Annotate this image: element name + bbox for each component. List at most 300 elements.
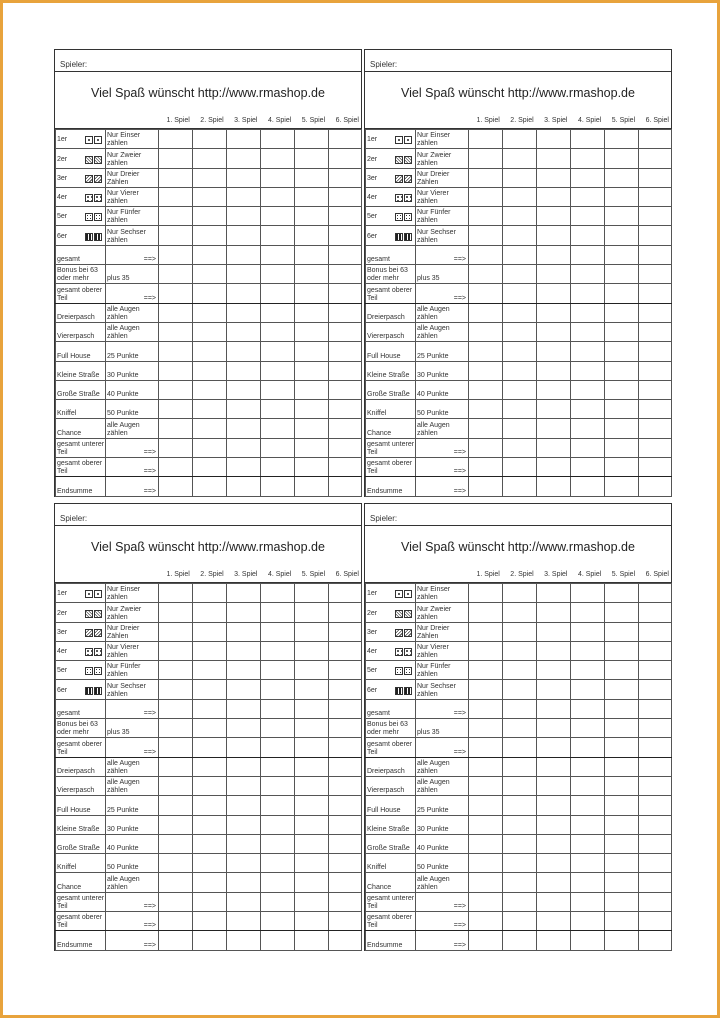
score-cell[interactable]: [469, 226, 503, 245]
score-cell[interactable]: [193, 400, 227, 419]
score-cell[interactable]: [227, 892, 261, 911]
score-cell[interactable]: [605, 380, 639, 399]
score-cell[interactable]: [571, 641, 605, 660]
score-cell[interactable]: [571, 284, 605, 303]
score-cell[interactable]: [193, 661, 227, 680]
score-cell[interactable]: [503, 641, 537, 660]
score-cell[interactable]: [571, 226, 605, 245]
score-cell[interactable]: [469, 207, 503, 226]
score-cell[interactable]: [605, 303, 639, 322]
score-cell[interactable]: [193, 603, 227, 622]
score-cell[interactable]: [639, 796, 672, 815]
score-cell[interactable]: [159, 584, 193, 603]
score-cell[interactable]: [261, 719, 295, 738]
score-cell[interactable]: [295, 284, 329, 303]
score-cell[interactable]: [329, 400, 362, 419]
score-cell[interactable]: [193, 796, 227, 815]
score-cell[interactable]: [159, 419, 193, 438]
score-cell[interactable]: [639, 931, 672, 950]
score-cell[interactable]: [193, 226, 227, 245]
score-cell[interactable]: [469, 361, 503, 380]
score-cell[interactable]: [537, 438, 571, 457]
score-cell[interactable]: [537, 130, 571, 149]
score-cell[interactable]: [193, 641, 227, 660]
score-cell[interactable]: [571, 699, 605, 718]
score-cell[interactable]: [503, 719, 537, 738]
score-cell[interactable]: [503, 931, 537, 950]
score-cell[interactable]: [329, 622, 362, 641]
score-cell[interactable]: [295, 361, 329, 380]
score-cell[interactable]: [227, 265, 261, 284]
score-cell[interactable]: [537, 226, 571, 245]
score-cell[interactable]: [227, 641, 261, 660]
score-cell[interactable]: [329, 834, 362, 853]
score-cell[interactable]: [571, 796, 605, 815]
score-cell[interactable]: [571, 322, 605, 341]
score-cell[interactable]: [639, 719, 672, 738]
score-cell[interactable]: [503, 912, 537, 931]
score-cell[interactable]: [261, 584, 295, 603]
score-cell[interactable]: [159, 892, 193, 911]
score-cell[interactable]: [159, 322, 193, 341]
score-cell[interactable]: [193, 284, 227, 303]
score-cell[interactable]: [639, 380, 672, 399]
score-cell[interactable]: [295, 400, 329, 419]
score-cell[interactable]: [159, 265, 193, 284]
score-cell[interactable]: [329, 603, 362, 622]
score-cell[interactable]: [605, 796, 639, 815]
score-cell[interactable]: [193, 854, 227, 873]
score-cell[interactable]: [639, 477, 672, 496]
score-cell[interactable]: [227, 477, 261, 496]
score-cell[interactable]: [329, 873, 362, 892]
score-cell[interactable]: [469, 380, 503, 399]
score-cell[interactable]: [193, 892, 227, 911]
score-cell[interactable]: [503, 149, 537, 168]
score-cell[interactable]: [639, 226, 672, 245]
score-cell[interactable]: [605, 622, 639, 641]
score-cell[interactable]: [605, 284, 639, 303]
score-cell[interactable]: [295, 584, 329, 603]
score-cell[interactable]: [503, 873, 537, 892]
score-cell[interactable]: [193, 584, 227, 603]
score-cell[interactable]: [261, 187, 295, 206]
score-cell[interactable]: [227, 873, 261, 892]
score-cell[interactable]: [295, 226, 329, 245]
score-cell[interactable]: [605, 458, 639, 477]
score-cell[interactable]: [605, 226, 639, 245]
score-cell[interactable]: [469, 622, 503, 641]
score-cell[interactable]: [329, 245, 362, 264]
score-cell[interactable]: [295, 776, 329, 795]
score-cell[interactable]: [571, 168, 605, 187]
score-cell[interactable]: [537, 622, 571, 641]
score-cell[interactable]: [571, 438, 605, 457]
score-cell[interactable]: [537, 458, 571, 477]
score-cell[interactable]: [261, 419, 295, 438]
score-cell[interactable]: [227, 458, 261, 477]
score-cell[interactable]: [193, 207, 227, 226]
score-cell[interactable]: [159, 245, 193, 264]
score-cell[interactable]: [503, 796, 537, 815]
score-cell[interactable]: [295, 873, 329, 892]
score-cell[interactable]: [159, 757, 193, 776]
score-cell[interactable]: [227, 207, 261, 226]
score-cell[interactable]: [329, 130, 362, 149]
score-cell[interactable]: [193, 322, 227, 341]
score-cell[interactable]: [261, 458, 295, 477]
score-cell[interactable]: [469, 168, 503, 187]
score-cell[interactable]: [537, 719, 571, 738]
score-cell[interactable]: [605, 477, 639, 496]
score-cell[interactable]: [295, 342, 329, 361]
score-cell[interactable]: [295, 892, 329, 911]
score-cell[interactable]: [639, 265, 672, 284]
score-cell[interactable]: [469, 776, 503, 795]
score-cell[interactable]: [571, 873, 605, 892]
score-cell[interactable]: [605, 680, 639, 699]
score-cell[interactable]: [159, 400, 193, 419]
score-cell[interactable]: [469, 400, 503, 419]
score-cell[interactable]: [639, 873, 672, 892]
score-cell[interactable]: [537, 187, 571, 206]
score-cell[interactable]: [605, 776, 639, 795]
score-cell[interactable]: [193, 380, 227, 399]
score-cell[interactable]: [503, 458, 537, 477]
score-cell[interactable]: [537, 834, 571, 853]
score-cell[interactable]: [571, 265, 605, 284]
score-cell[interactable]: [329, 641, 362, 660]
score-cell[interactable]: [537, 680, 571, 699]
score-cell[interactable]: [295, 796, 329, 815]
score-cell[interactable]: [503, 661, 537, 680]
score-cell[interactable]: [261, 361, 295, 380]
score-cell[interactable]: [159, 931, 193, 950]
score-cell[interactable]: [503, 419, 537, 438]
score-cell[interactable]: [605, 265, 639, 284]
score-cell[interactable]: [469, 149, 503, 168]
score-cell[interactable]: [261, 149, 295, 168]
score-cell[interactable]: [605, 661, 639, 680]
score-cell[interactable]: [605, 912, 639, 931]
score-cell[interactable]: [537, 245, 571, 264]
score-cell[interactable]: [159, 226, 193, 245]
score-cell[interactable]: [227, 187, 261, 206]
score-cell[interactable]: [193, 361, 227, 380]
score-cell[interactable]: [329, 303, 362, 322]
score-cell[interactable]: [537, 699, 571, 718]
score-cell[interactable]: [261, 342, 295, 361]
score-cell[interactable]: [227, 342, 261, 361]
score-cell[interactable]: [329, 342, 362, 361]
score-cell[interactable]: [571, 361, 605, 380]
score-cell[interactable]: [639, 641, 672, 660]
score-cell[interactable]: [469, 584, 503, 603]
score-cell[interactable]: [329, 458, 362, 477]
score-cell[interactable]: [639, 130, 672, 149]
score-cell[interactable]: [537, 477, 571, 496]
score-cell[interactable]: [469, 342, 503, 361]
score-cell[interactable]: [571, 207, 605, 226]
score-cell[interactable]: [329, 284, 362, 303]
score-cell[interactable]: [261, 776, 295, 795]
score-cell[interactable]: [639, 757, 672, 776]
score-cell[interactable]: [639, 892, 672, 911]
score-cell[interactable]: [329, 168, 362, 187]
score-cell[interactable]: [571, 738, 605, 757]
score-cell[interactable]: [261, 622, 295, 641]
score-cell[interactable]: [227, 303, 261, 322]
score-cell[interactable]: [227, 680, 261, 699]
score-cell[interactable]: [227, 622, 261, 641]
score-cell[interactable]: [193, 912, 227, 931]
score-cell[interactable]: [295, 661, 329, 680]
score-cell[interactable]: [261, 641, 295, 660]
score-cell[interactable]: [639, 738, 672, 757]
score-cell[interactable]: [261, 931, 295, 950]
score-cell[interactable]: [193, 458, 227, 477]
score-cell[interactable]: [159, 622, 193, 641]
score-cell[interactable]: [329, 912, 362, 931]
score-cell[interactable]: [193, 834, 227, 853]
score-cell[interactable]: [571, 912, 605, 931]
score-cell[interactable]: [329, 757, 362, 776]
score-cell[interactable]: [639, 680, 672, 699]
score-cell[interactable]: [605, 361, 639, 380]
score-cell[interactable]: [193, 873, 227, 892]
score-cell[interactable]: [329, 738, 362, 757]
score-cell[interactable]: [227, 584, 261, 603]
score-cell[interactable]: [261, 284, 295, 303]
score-cell[interactable]: [227, 854, 261, 873]
score-cell[interactable]: [193, 719, 227, 738]
score-cell[interactable]: [605, 641, 639, 660]
score-cell[interactable]: [571, 303, 605, 322]
score-cell[interactable]: [159, 130, 193, 149]
score-cell[interactable]: [605, 892, 639, 911]
score-cell[interactable]: [469, 419, 503, 438]
score-cell[interactable]: [295, 757, 329, 776]
score-cell[interactable]: [227, 438, 261, 457]
score-cell[interactable]: [537, 361, 571, 380]
score-cell[interactable]: [469, 322, 503, 341]
score-cell[interactable]: [571, 477, 605, 496]
score-cell[interactable]: [639, 854, 672, 873]
score-cell[interactable]: [571, 603, 605, 622]
score-cell[interactable]: [159, 458, 193, 477]
score-cell[interactable]: [159, 680, 193, 699]
score-cell[interactable]: [571, 892, 605, 911]
score-cell[interactable]: [469, 719, 503, 738]
score-cell[interactable]: [329, 207, 362, 226]
score-cell[interactable]: [469, 130, 503, 149]
score-cell[interactable]: [571, 342, 605, 361]
score-cell[interactable]: [537, 873, 571, 892]
score-cell[interactable]: [261, 380, 295, 399]
score-cell[interactable]: [571, 419, 605, 438]
score-cell[interactable]: [295, 438, 329, 457]
score-cell[interactable]: [605, 207, 639, 226]
score-cell[interactable]: [503, 265, 537, 284]
score-cell[interactable]: [639, 303, 672, 322]
score-cell[interactable]: [537, 603, 571, 622]
score-cell[interactable]: [193, 245, 227, 264]
score-cell[interactable]: [159, 854, 193, 873]
score-cell[interactable]: [329, 584, 362, 603]
score-cell[interactable]: [261, 854, 295, 873]
score-cell[interactable]: [571, 130, 605, 149]
score-cell[interactable]: [469, 661, 503, 680]
score-cell[interactable]: [605, 854, 639, 873]
score-cell[interactable]: [503, 284, 537, 303]
score-cell[interactable]: [639, 284, 672, 303]
score-cell[interactable]: [537, 738, 571, 757]
score-cell[interactable]: [537, 149, 571, 168]
score-cell[interactable]: [537, 796, 571, 815]
score-cell[interactable]: [639, 912, 672, 931]
score-cell[interactable]: [469, 815, 503, 834]
score-cell[interactable]: [159, 776, 193, 795]
score-cell[interactable]: [537, 400, 571, 419]
score-cell[interactable]: [537, 892, 571, 911]
score-cell[interactable]: [295, 265, 329, 284]
score-cell[interactable]: [329, 477, 362, 496]
score-cell[interactable]: [469, 187, 503, 206]
score-cell[interactable]: [469, 892, 503, 911]
score-cell[interactable]: [639, 322, 672, 341]
score-cell[interactable]: [605, 873, 639, 892]
score-cell[interactable]: [261, 757, 295, 776]
score-cell[interactable]: [261, 892, 295, 911]
score-cell[interactable]: [537, 584, 571, 603]
score-cell[interactable]: [503, 438, 537, 457]
score-cell[interactable]: [227, 168, 261, 187]
score-cell[interactable]: [295, 130, 329, 149]
score-cell[interactable]: [329, 226, 362, 245]
score-cell[interactable]: [159, 603, 193, 622]
score-cell[interactable]: [571, 680, 605, 699]
score-cell[interactable]: [227, 322, 261, 341]
score-cell[interactable]: [639, 168, 672, 187]
score-cell[interactable]: [605, 149, 639, 168]
score-cell[interactable]: [469, 303, 503, 322]
score-cell[interactable]: [329, 680, 362, 699]
score-cell[interactable]: [571, 400, 605, 419]
score-cell[interactable]: [537, 322, 571, 341]
score-cell[interactable]: [261, 322, 295, 341]
score-cell[interactable]: [571, 815, 605, 834]
score-cell[interactable]: [261, 680, 295, 699]
score-cell[interactable]: [639, 207, 672, 226]
score-cell[interactable]: [295, 168, 329, 187]
score-cell[interactable]: [329, 361, 362, 380]
score-cell[interactable]: [261, 477, 295, 496]
score-cell[interactable]: [261, 265, 295, 284]
score-cell[interactable]: [639, 458, 672, 477]
score-cell[interactable]: [503, 738, 537, 757]
score-cell[interactable]: [605, 719, 639, 738]
score-cell[interactable]: [193, 699, 227, 718]
score-cell[interactable]: [295, 380, 329, 399]
score-cell[interactable]: [571, 661, 605, 680]
score-cell[interactable]: [227, 130, 261, 149]
score-cell[interactable]: [227, 149, 261, 168]
score-cell[interactable]: [329, 815, 362, 834]
score-cell[interactable]: [193, 931, 227, 950]
score-cell[interactable]: [227, 815, 261, 834]
score-cell[interactable]: [605, 834, 639, 853]
score-cell[interactable]: [503, 303, 537, 322]
score-cell[interactable]: [469, 477, 503, 496]
score-cell[interactable]: [639, 361, 672, 380]
score-cell[interactable]: [639, 438, 672, 457]
score-cell[interactable]: [227, 738, 261, 757]
score-cell[interactable]: [227, 245, 261, 264]
score-cell[interactable]: [329, 265, 362, 284]
score-cell[interactable]: [639, 699, 672, 718]
score-cell[interactable]: [639, 603, 672, 622]
score-cell[interactable]: [261, 400, 295, 419]
score-cell[interactable]: [261, 873, 295, 892]
score-cell[interactable]: [193, 303, 227, 322]
score-cell[interactable]: [295, 622, 329, 641]
score-cell[interactable]: [469, 680, 503, 699]
score-cell[interactable]: [193, 622, 227, 641]
score-cell[interactable]: [159, 796, 193, 815]
score-cell[interactable]: [159, 912, 193, 931]
score-cell[interactable]: [503, 322, 537, 341]
score-cell[interactable]: [329, 322, 362, 341]
score-cell[interactable]: [537, 854, 571, 873]
score-cell[interactable]: [227, 361, 261, 380]
score-cell[interactable]: [503, 892, 537, 911]
score-cell[interactable]: [295, 680, 329, 699]
score-cell[interactable]: [329, 187, 362, 206]
score-cell[interactable]: [605, 342, 639, 361]
score-cell[interactable]: [295, 854, 329, 873]
score-cell[interactable]: [469, 265, 503, 284]
score-cell[interactable]: [537, 931, 571, 950]
score-cell[interactable]: [537, 815, 571, 834]
score-cell[interactable]: [469, 284, 503, 303]
score-cell[interactable]: [261, 207, 295, 226]
score-cell[interactable]: [537, 380, 571, 399]
score-cell[interactable]: [159, 342, 193, 361]
score-cell[interactable]: [159, 477, 193, 496]
score-cell[interactable]: [605, 130, 639, 149]
score-cell[interactable]: [159, 699, 193, 718]
score-cell[interactable]: [469, 854, 503, 873]
score-cell[interactable]: [605, 168, 639, 187]
score-cell[interactable]: [193, 757, 227, 776]
score-cell[interactable]: [537, 757, 571, 776]
score-cell[interactable]: [605, 438, 639, 457]
score-cell[interactable]: [295, 931, 329, 950]
score-cell[interactable]: [503, 584, 537, 603]
score-cell[interactable]: [503, 245, 537, 264]
score-cell[interactable]: [571, 622, 605, 641]
score-cell[interactable]: [571, 854, 605, 873]
score-cell[interactable]: [639, 149, 672, 168]
score-cell[interactable]: [227, 796, 261, 815]
score-cell[interactable]: [295, 641, 329, 660]
score-cell[interactable]: [469, 458, 503, 477]
score-cell[interactable]: [503, 854, 537, 873]
score-cell[interactable]: [329, 419, 362, 438]
score-cell[interactable]: [469, 873, 503, 892]
score-cell[interactable]: [605, 245, 639, 264]
score-cell[interactable]: [639, 187, 672, 206]
